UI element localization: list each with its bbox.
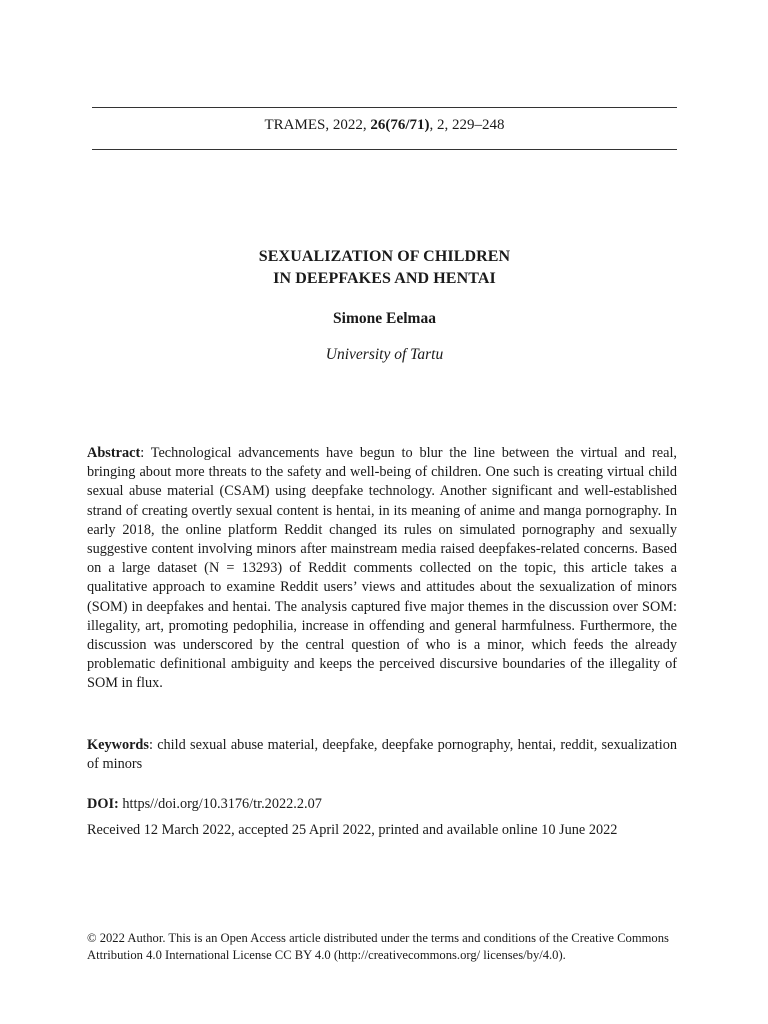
abstract-text: : Technological advancements have begun to blur the line between the virtual and real, bringing about more threats to the safety and well-being of children. One such is creating virtual child sexual abuse material (CSAM) using deepfake technology. Another significant and well-established strand of creating overtly sexual content is hentai, in its meaning of anime and manga pornography. In early 2018, the online platform Reddit changed its rules on simulated pornography and sexually suggestive content involving minors after mainstream media raised deepfakes-related concerns. Based on a large dataset (N = 13293) of Reddit comments collected on the topic, this article takes a qualitative approach to examine Reddit users’ views and attitudes about the sexualization of minors (SOM) in deepfakes and hentai. The analysis captured five major themes in the discussion over SOM: illegality, art, promoting pedophilia, increase in offending and general harmfulness. Furthermore, the discussion was underscored by the central question of who is a minor, which feeds the already problematic definitional ambiguity and keeps the perceived discursive boundaries of the illegality of SOM in flux. bbox=[87, 445, 677, 692]
journal-suffix: , 2, 229–248 bbox=[429, 117, 505, 133]
header-bottom-rule bbox=[92, 149, 677, 150]
keywords-label: Keywords bbox=[87, 737, 149, 753]
author-name: Simone Eelmaa bbox=[333, 310, 436, 327]
doi-value: https//doi.org/10.3176/tr.2022.2.07 bbox=[118, 796, 322, 812]
abstract bbox=[87, 444, 677, 694]
journal-citation bbox=[92, 115, 677, 135]
keywords-text: : child sexual abuse material, deepfake, deepfake pornography, hentai, reddit, sexualization of minors bbox=[87, 737, 677, 773]
received-dates: Received 12 March 2022, accepted 25 April 2022, printed and available online 10 June 2022 bbox=[87, 822, 618, 838]
license-notice: © 2022 Author. This is an Open Access article distributed under the terms and conditions of the Creative Commons Attribution 4.0 International License CC BY 4.0 (http://creativecommons.org/ licenses/by/4.0). bbox=[87, 931, 669, 962]
abstract-label: Abstract bbox=[87, 445, 141, 461]
keywords bbox=[87, 736, 677, 774]
article-title bbox=[92, 246, 677, 290]
header-top-rule bbox=[92, 107, 677, 108]
doi bbox=[87, 795, 677, 814]
title-line-1: SEXUALIZATION OF CHILDREN bbox=[258, 248, 511, 265]
author-affiliation: University of Tartu bbox=[325, 346, 444, 363]
journal-volume: 26(76/71) bbox=[370, 117, 430, 133]
title-line-2: IN DEEPFAKES AND HENTAI bbox=[273, 270, 496, 287]
doi-label: DOI: bbox=[87, 796, 119, 812]
journal-prefix: TRAMES, 2022, bbox=[264, 117, 371, 133]
